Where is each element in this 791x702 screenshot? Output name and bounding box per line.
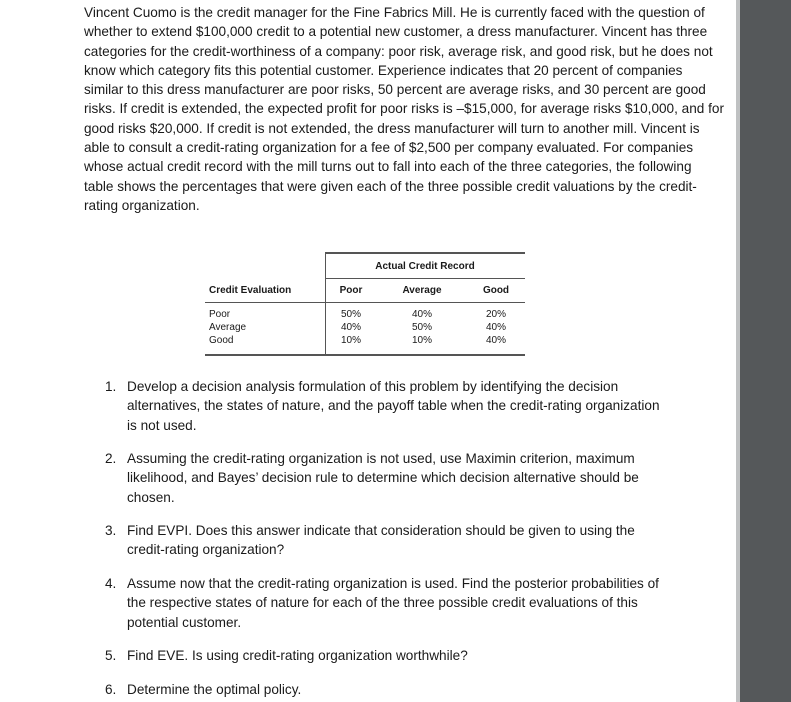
- question-number: 3.: [105, 523, 117, 538]
- question-number: 2.: [105, 451, 117, 466]
- row-label-good: Good: [209, 335, 234, 346]
- viewer-scrollbar-track[interactable]: [740, 0, 791, 702]
- question-text: Develop a decision analysis formulation of this problem by identifying the decision alternatives, the states of nature, and the payoff table when the credit-rating organization is not used.: [127, 379, 660, 433]
- question-1: [105, 377, 665, 435]
- table-cell: 40%: [340, 322, 361, 333]
- question-text: Find EVPI. Does this answer indicate that consideration should be given to using the credit-rating organization?: [127, 523, 635, 558]
- question-2: [105, 449, 665, 507]
- table-cell: 50%: [411, 322, 432, 333]
- table-cell: 40%: [411, 309, 432, 320]
- question-5: [105, 646, 665, 665]
- column-header-average: Average: [402, 285, 442, 296]
- header-rule: [205, 302, 525, 303]
- question-3: [105, 521, 665, 560]
- question-number: 4.: [105, 576, 117, 591]
- column-header-good: Good: [482, 285, 510, 296]
- row-label-average: Average: [209, 322, 247, 333]
- column-header-poor: Poor: [339, 285, 363, 296]
- problem-statement: Vincent Cuomo is the credit manager for the Fine Fabrics Mill. He is currently faced with the question of whether to extend $100,000 credit to a potential new customer, a dress manufacturer. Vincent has three categories for the credit-worthiness of a company: poor risk, average risk, and good risk, but he does not know which category fits this potential customer. Experience indicates that 20 percent of companies similar to this dress manufacturer are poor risks, 50 percent are average risks, and 30 percent are good risks. If credit is extended, the expected profit for poor risks is –$15,000, for average risks $10,000, and for good risks $20,000. If credit is not extended, the dress manufacturer will turn to another mill. Vincent is able to consult a credit-rating organization for a fee of $2,500 per company evaluated. For companies whose actual credit record with the mill turns out to fall into each of the three categories, the following table shows the percentages that were given each of the three possible credit valuations by the credit-rating organization.: [84, 5, 724, 213]
- question-text: Find EVE. Is using credit-rating organization worthwhile?: [127, 648, 468, 663]
- table-bottom-rule: [205, 354, 525, 356]
- table-cell: 40%: [485, 335, 506, 346]
- question-text: Assuming the credit-rating organization is not used, use Maximin criterion, maximum likelihood, and Bayes’ decision rule to determine which decision alternative should be chosen.: [127, 451, 639, 505]
- table-cell: 10%: [411, 335, 432, 346]
- question-text: Determine the optimal policy.: [127, 682, 302, 697]
- table-cell: 20%: [485, 309, 506, 320]
- group-header-rule: [325, 278, 525, 279]
- question-number: 1.: [105, 379, 117, 394]
- credit-evaluation-table: [205, 252, 525, 358]
- question-number: 6.: [105, 682, 117, 697]
- table-cell: 10%: [340, 335, 361, 346]
- question-text: Assume now that the credit-rating organization is used. Find the posterior probabilities of the respective states of nature for each of the three possible credit evaluations of this potential customer.: [127, 576, 659, 630]
- question-number: 5.: [105, 648, 117, 663]
- question-6: [105, 680, 665, 699]
- question-4: [105, 574, 665, 632]
- table-top-rule: [325, 252, 525, 254]
- row-label-poor: Poor: [209, 309, 231, 320]
- table-cell: 40%: [485, 322, 506, 333]
- group-header: Actual Credit Record: [375, 261, 475, 272]
- table-cell: 50%: [340, 309, 361, 320]
- row-header: Credit Evaluation: [209, 285, 292, 296]
